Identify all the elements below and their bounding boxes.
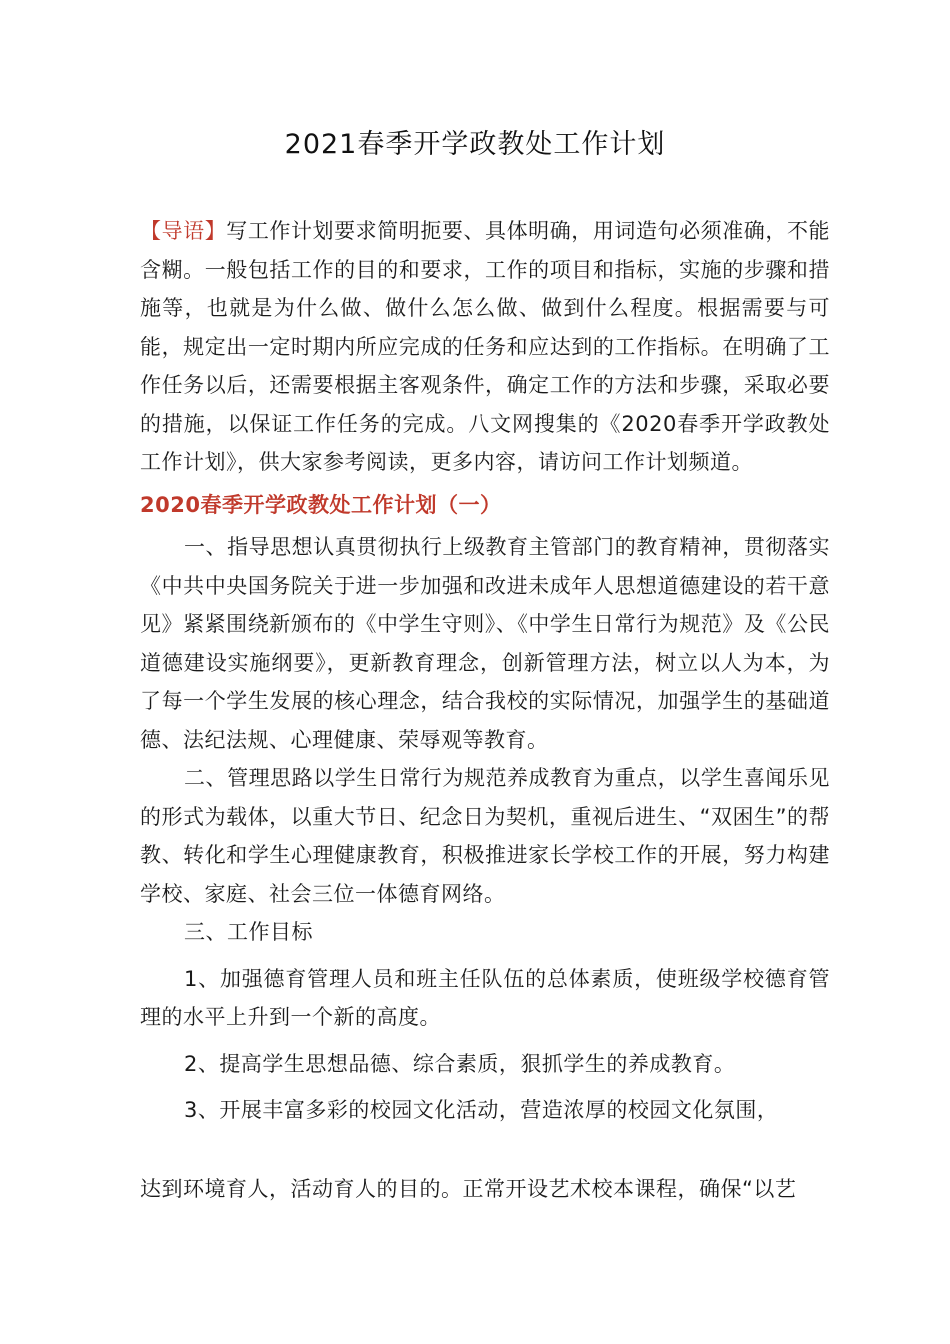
page-title: 2021春季开学政教处工作计划 [284,129,666,160]
intro-lead-label: 【导语】 [140,219,227,243]
intro-paragraph [140,212,830,482]
goal-item-1: 1、加强德育管理人员和班主任队伍的总体素质，使班级学校德育管理的水平上升到一个新的高度。 [140,966,830,1029]
goal-item-3: 3、开展丰富多彩的校园文化活动，营造浓厚的校园文化氛围， [184,1098,779,1122]
paragraph-management-approach: 二、管理思路以学生日常行为规范养成教育为重点，以学生喜闻乐见的形式为载体，以重大节日、纪念日为契机，重视后进生、“双困生”的帮教、转化和学生心理健康教育，积极推进家长学校工作的开展，努力构建学校、家庭、社会三位一体德育网络。 [140,766,830,906]
intro-text: 写工作计划要求简明扼要、具体明确，用词造句必须准确，不能含糊。一般包括工作的目的和要求，工作的项目和指标，实施的步骤和措施等，也就是为什么做、做什么怎么做、做到什么程度。根据需要与可能，规定出一定时期内所应完成的任务和应达到的工作指标。在明确了工作任务以后，还需要根据主客观条件，确定工作的方法和步骤，采取必要的措施，以保证工作任务的完成。八文网搜集的《2020春季开学政教处工作计划》，供大家参考阅读，更多内容，请访问工作计划频道。 [140,219,831,474]
section-heading: 2020春季开学政教处工作计划（一） [140,492,502,517]
continuation-line: 达到环境育人，活动育人的目的。正常开设艺术校本课程，确保“以艺 [140,1177,797,1201]
document-body [140,212,830,1130]
goal-item-2: 2、提高学生思想品德、综合素质，狠抓学生的养成教育。 [184,1051,736,1076]
paragraph-work-goals-heading: 三、工作目标 [184,920,313,944]
paragraph-guiding-thought: 一、指导思想认真贯彻执行上级教育主管部门的教育精神，贯彻落实《中共中央国务院关于进一步加强和改进未成年人思想道德建设的若干意见》紧紧围绕新颁布的《中学生守则》、《中学生日常行为规范》及《公民道德建设实施纲要》，更新教育理念，创新管理方法，树立以人为本，为了每一个学生发展的核心理念，结合我校的实际情况，加强学生的基础道德、法纪法规、心理健康、荣辱观等教育。 [140,535,830,752]
